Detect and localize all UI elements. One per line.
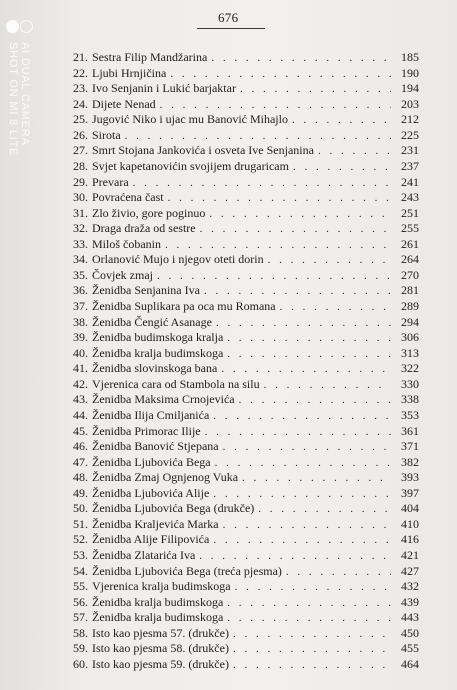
toc-entry-title: Jugović Niko i ujac mu Banović Mihajlo [92, 112, 288, 127]
toc-entry [73, 190, 419, 206]
toc-entry-title: Svjet kapetanovićin svojijem drugaricam [92, 158, 289, 173]
toc-entry-page: 361 [401, 423, 419, 438]
toc-entry [73, 548, 419, 564]
toc-entry-number: 21. [73, 50, 88, 64]
toc-entry-number: 23. [73, 81, 88, 96]
dot-leader [204, 284, 391, 300]
toc-entry-title: Zlo živio, gore poginuo [92, 205, 206, 220]
toc-entry-title: Prevara [92, 174, 129, 189]
dot-leader [233, 642, 391, 658]
toc-entry [73, 455, 419, 471]
toc-entry-title: Sestra Filip Mandžarina [92, 50, 208, 64]
toc-entry [73, 252, 419, 268]
toc-entry-number: 42. [73, 376, 88, 391]
toc-entry-page: 294 [401, 314, 419, 329]
toc-entry-title: Ženidba Maksima Crnojevića [92, 392, 235, 407]
toc-entry-page: 231 [401, 143, 419, 158]
toc-entry-page: 410 [401, 516, 419, 531]
toc-entry-number: 58. [73, 625, 88, 640]
toc-entry-number: 54. [73, 563, 88, 578]
toc-entry-page: 261 [401, 236, 419, 251]
toc-entry-page: 212 [401, 112, 419, 127]
toc-entry-number: 35. [73, 267, 88, 282]
toc-entry-title: Draga draža od sestre [92, 221, 196, 236]
toc-entry-page: 439 [401, 594, 419, 609]
toc-entry-page: 432 [401, 579, 419, 594]
toc-entry-title: Isto kao pjesma 57. (drukče) [92, 625, 229, 640]
toc-entry-title: Ženidba Ljubovića Bega (drukče) [92, 501, 255, 516]
camera-watermark [4, 20, 34, 210]
toc-entry-page: 427 [401, 563, 419, 578]
toc-entry-number: 33. [73, 236, 88, 251]
toc-entry-title: Ženidba Primorac Ilije [92, 423, 201, 438]
toc-entry [73, 97, 419, 113]
toc-entry-title: Vjerenica kralja budimskoga [92, 579, 231, 594]
dot-leader [280, 300, 391, 316]
toc-entry-page: 330 [401, 376, 419, 391]
toc-entry-number: 26. [73, 127, 88, 142]
toc-entry [73, 377, 419, 393]
toc-entry [73, 501, 419, 517]
toc-entry-page: 194 [401, 81, 419, 96]
toc-entry [73, 424, 419, 440]
toc-entry-page: 404 [401, 501, 419, 516]
toc-entry [73, 268, 419, 284]
watermark-line-2: AI DUAL CAMERA [19, 42, 31, 146]
toc-entry-number: 28. [73, 158, 88, 173]
dot-leader [239, 393, 391, 409]
toc-entry [73, 532, 419, 548]
toc-entry [73, 641, 419, 657]
toc-entry-number: 24. [73, 96, 88, 111]
toc-entry-title: Ženidba Zmaj Ognjenog Vuka [92, 470, 239, 485]
toc-entry [73, 112, 419, 128]
toc-entry [73, 206, 419, 222]
toc-entry-title: Ženidba Kraljevića Marka [92, 516, 219, 531]
toc-entry-number: 30. [73, 190, 88, 205]
toc-entry-page: 397 [401, 485, 419, 500]
header-rule [197, 28, 265, 29]
dot-leader [205, 425, 391, 441]
toc-entry-page: 393 [401, 470, 419, 485]
toc-entry-page: 443 [401, 610, 419, 625]
toc-entry-number: 47. [73, 454, 88, 469]
toc-entry [73, 657, 419, 673]
toc-entry-title: Ženidba kralja budimskoga [92, 610, 224, 625]
toc-entry-page: 203 [401, 96, 419, 111]
toc-entry-title: Ljubi Hrnjičina [92, 65, 167, 80]
toc-entry-number: 51. [73, 516, 88, 531]
toc-entry [73, 330, 419, 346]
toc-entry-number: 57. [73, 610, 88, 625]
toc-entry-page: 371 [401, 439, 419, 454]
toc-entry-page: 382 [401, 454, 419, 469]
toc-entry-number: 45. [73, 423, 88, 438]
toc-entry-title: Vjerenica cara od Stambola na silu [92, 376, 260, 391]
toc-entry-number: 55. [73, 579, 88, 594]
toc-entry-title: Ženidba Banović Stjepana [92, 439, 219, 454]
toc-entry-number: 29. [73, 174, 88, 189]
toc-entry-page: 243 [401, 190, 419, 205]
dot-leader [133, 176, 391, 192]
page-number: 676 [218, 10, 239, 25]
toc-entry-title: Povraćena čast [92, 190, 164, 205]
toc-entry-page: 450 [401, 625, 419, 640]
dot-leader [286, 565, 391, 581]
dot-leader [227, 596, 391, 612]
dot-leader [293, 160, 391, 176]
toc-entry-page: 237 [401, 158, 419, 173]
toc-entry [73, 346, 419, 362]
toc-entry-page: 455 [401, 641, 419, 656]
toc-entry [73, 143, 419, 159]
dot-leader [227, 611, 391, 627]
toc-entry [73, 299, 419, 315]
toc-entry-number: 60. [73, 656, 88, 671]
dot-leader [223, 440, 391, 456]
toc-entry-page: 251 [401, 205, 419, 220]
toc-entry-number: 25. [73, 112, 88, 127]
toc-entry [73, 81, 419, 97]
toc-entry [73, 610, 419, 626]
dot-leader [268, 253, 391, 269]
toc-entry-title: Ženidba Čengić Asanage [92, 314, 212, 329]
toc-entry-title: Smrt Stojana Jankovića i osveta Ive Senjanina [92, 143, 314, 158]
toc-entry-title: Isto kao pjesma 59. (drukče) [92, 656, 229, 671]
dot-leader [213, 409, 391, 425]
toc-entry-title: Dijete Nenad [92, 96, 156, 111]
toc-entry-number: 41. [73, 361, 88, 376]
dot-leader [170, 67, 391, 83]
toc-entry-number: 27. [73, 143, 88, 158]
toc-entry-page: 353 [401, 407, 419, 422]
dot-leader [258, 502, 391, 518]
toc-entry-title: Sirota [92, 127, 121, 142]
toc-entry-page: 225 [401, 127, 419, 142]
toc-entry-title: Ženidba budimskoga kralja [92, 330, 224, 345]
toc-entry-page: 241 [401, 174, 419, 189]
toc-entry-number: 48. [73, 470, 88, 485]
toc-entry-title: Ženidba Ljubovića Alije [92, 485, 210, 500]
dot-leader [227, 331, 391, 347]
dot-leader [223, 518, 391, 534]
hollow-circle-icon [20, 20, 33, 33]
toc-entry-title: Ženidba Alije Filipovića [92, 532, 210, 547]
watermark-line-1: SHOT ON MI 8 LITE [7, 42, 19, 157]
dot-leader [264, 378, 391, 394]
toc-entry-page: 270 [401, 267, 419, 282]
toc-entry [73, 361, 419, 377]
toc-entry-page: 322 [401, 361, 419, 376]
toc-entry-number: 22. [73, 65, 88, 80]
toc-entry-number: 59. [73, 641, 88, 656]
toc-entry [73, 159, 419, 175]
toc-entry-number: 32. [73, 221, 88, 236]
toc-entry-number: 36. [73, 283, 88, 298]
camera-logo-icon [6, 20, 34, 34]
dot-leader [213, 487, 391, 503]
dot-leader [211, 51, 391, 67]
toc-entry-number: 52. [73, 532, 88, 547]
dot-leader [221, 362, 391, 378]
toc-entry [73, 595, 419, 611]
dot-leader [233, 627, 391, 643]
toc-entry [73, 128, 419, 144]
toc-entry [73, 221, 419, 237]
toc-entry-page: 338 [401, 392, 419, 407]
toc-entry-title: Čovjek zmaj [92, 267, 153, 282]
toc-entry-number: 31. [73, 205, 88, 220]
toc-entry-page: 313 [401, 345, 419, 360]
filled-circle-icon [6, 20, 19, 33]
toc-entry [73, 50, 419, 66]
dot-leader [233, 658, 391, 674]
toc-entry-title: Ženidba slovinskoga bana [92, 361, 218, 376]
toc-entry [73, 470, 419, 486]
toc-entry [73, 237, 419, 253]
toc-entry-page: 281 [401, 283, 419, 298]
dot-leader [240, 82, 391, 98]
dot-leader [215, 456, 391, 472]
toc-entry-title: Ženidba Suplikara pa oca mu Romana [92, 299, 276, 313]
dot-leader [227, 347, 391, 363]
toc-entry-title: Ženidba Zlatarića Iva [92, 548, 196, 562]
dot-leader [157, 269, 391, 285]
toc-entry-number: 40. [73, 345, 88, 360]
table-of-contents [73, 50, 419, 673]
toc-entry [73, 175, 419, 191]
dot-leader [165, 238, 391, 254]
toc-entry-title: Isto kao pjesma 58. (drukče) [92, 641, 229, 656]
toc-entry-title: Miloš čobanin [92, 236, 161, 251]
toc-entry-title: Ivo Senjanin i Lukić barjaktar [92, 81, 236, 96]
toc-entry-title: Ženidba Ilija Cmiljanića [92, 407, 210, 422]
toc-entry-title: Ženidba Senjanina Iva [92, 283, 200, 298]
toc-entry-number: 44. [73, 407, 88, 422]
dot-leader [168, 191, 391, 207]
toc-entry-page: 255 [401, 221, 419, 236]
dot-leader [235, 580, 391, 596]
dot-leader [209, 207, 391, 223]
toc-entry-page: 264 [401, 252, 419, 267]
toc-entry [73, 517, 419, 533]
toc-entry [73, 283, 419, 299]
toc-entry-title: Ženidba kralja budimskoga [92, 345, 224, 360]
dot-leader [242, 471, 391, 487]
dot-leader [199, 549, 391, 565]
toc-entry-number: 39. [73, 330, 88, 345]
toc-entry-page: 464 [401, 656, 419, 671]
toc-entry [73, 439, 419, 455]
toc-entry-page: 190 [401, 65, 419, 80]
toc-entry-number: 49. [73, 485, 88, 500]
toc-entry-number: 56. [73, 594, 88, 609]
toc-entry-title: Ženidba kralja budimskoga [92, 594, 224, 609]
dot-leader [160, 98, 391, 114]
dot-leader [292, 113, 391, 129]
dot-leader [200, 222, 391, 238]
dot-leader [318, 144, 391, 160]
toc-entry-number: 38. [73, 314, 88, 329]
toc-entry [73, 486, 419, 502]
toc-entry-page: 306 [401, 330, 419, 345]
toc-entry [73, 408, 419, 424]
toc-entry-number: 43. [73, 392, 88, 407]
toc-entry-title: Orlanović Mujo i njegov oteti dorin [92, 252, 264, 267]
toc-entry [73, 392, 419, 408]
toc-entry-page: 416 [401, 532, 419, 547]
toc-entry-number: 50. [73, 501, 88, 516]
toc-entry-number: 34. [73, 252, 88, 267]
toc-entry [73, 626, 419, 642]
toc-entry [73, 315, 419, 331]
dot-leader [125, 129, 391, 145]
toc-entry [73, 579, 419, 595]
toc-entry-number: 53. [73, 548, 88, 562]
toc-entry-page: 289 [401, 299, 419, 313]
toc-entry-page: 185 [401, 50, 419, 64]
toc-entry-title: Ženidba Ljubovića Bega [92, 454, 211, 469]
dot-leader [213, 533, 391, 549]
toc-entry-number: 37. [73, 299, 88, 313]
toc-entry [73, 66, 419, 82]
toc-entry-title: Ženidba Ljubovića Bega (treća pjesma) [92, 563, 282, 578]
toc-entry-number: 46. [73, 439, 88, 454]
dot-leader [216, 316, 391, 332]
toc-entry-page: 421 [401, 548, 419, 562]
toc-entry [73, 564, 419, 580]
